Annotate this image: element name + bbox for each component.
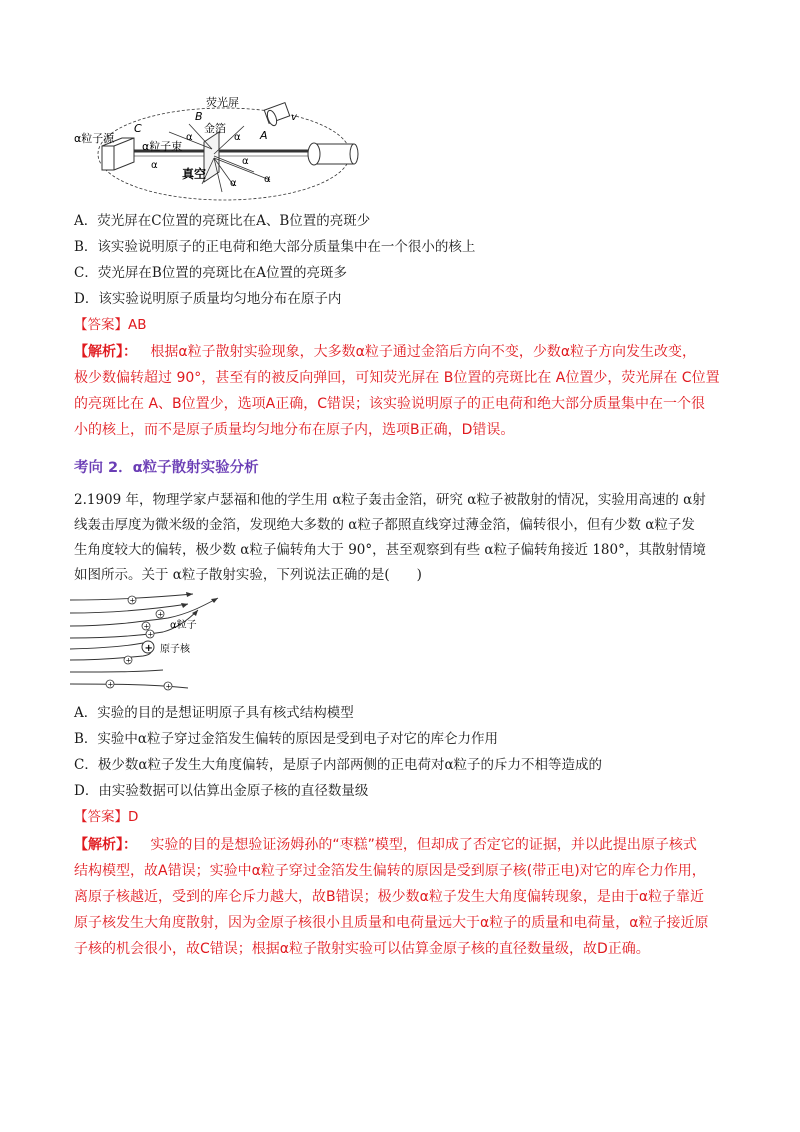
q1-explanation-tag: 【解析】：	[74, 344, 137, 360]
q2-stem-line-2: 线轰击厚度为微米级的金箔，发现绝大多数的 α粒子都照直线穿过薄金箔，偏转很小，但有少数 α粒子发	[74, 517, 695, 533]
label-source: α粒子源	[74, 132, 115, 145]
electron-plus-5: +	[107, 680, 114, 689]
electron-plus-1: +	[129, 596, 136, 605]
electron-plus-7: +	[143, 622, 150, 631]
label-a: A	[260, 129, 268, 142]
q2-stem-line-4: 如图所示。关于 α粒子散射实验，下列说法正确的是( )	[74, 567, 422, 583]
apparatus-diagram	[74, 94, 374, 204]
q1-option-a: A．荧光屏在C位置的亮斑比在A、B位置的亮斑少	[74, 213, 371, 229]
q2-option-c: C．极少数α粒子发生大角度偏转，是原子内部两侧的正电荷对α粒子的斥力不相等造成的	[74, 757, 603, 773]
q1-explanation-line-4: 小的核上，而不是原子质量均匀地分布在原子内，选项B正确，D错误。	[74, 422, 515, 438]
label-alpha-particle: α粒子	[170, 620, 197, 631]
q1-answer: 【答案】AB	[74, 317, 147, 333]
q1-explanation-line-1: 根据α粒子散射实验现象，大多数α粒子通过金箔后方向不变，少数α粒子方向发生改变，	[150, 344, 697, 360]
alpha-mark-6: α	[230, 178, 237, 189]
nucleus-plus: +	[144, 643, 153, 654]
alpha-mark-5: α	[264, 174, 271, 185]
q2-explanation-line-5: 子核的机会很小，故C错误；根据α粒子散射实验可以估算金原子核的直径数量级，故D正确。	[74, 941, 650, 957]
electron-plus-4: +	[125, 656, 132, 665]
alpha-mark-4: α	[242, 156, 249, 167]
label-vacuum: 真空	[182, 167, 207, 181]
scattering-diagram	[68, 588, 228, 698]
label-foil: 金箔	[204, 122, 226, 135]
label-screen: 荧光屏	[206, 96, 239, 109]
q2-explanation	[74, 832, 734, 962]
q2-explanation-line-2: 结构模型，故A错误；实验中α粒子穿过金箔发生偏转的原因是受到原子核(带正电)对它的库仑力作用，	[74, 863, 706, 879]
label-b: B	[195, 110, 203, 123]
q2-stem-line-1: 2.1909 年，物理学家卢瑟福和他的学生用 α粒子轰击金箔，研究 α粒子被散射的情况，实验用高速的 α射	[74, 492, 706, 508]
q2-option-a: A．实验的目的是想证明原子具有核式结构模型	[74, 705, 354, 721]
electron-plus-3: +	[147, 630, 154, 639]
alpha-mark-1: α	[186, 132, 193, 143]
alpha-mark-2: α	[234, 132, 241, 143]
q2-option-b: B．实验中α粒子穿过金箔发生偏转的原因是受到电子对它的库仑力作用	[74, 731, 499, 747]
q2-explanation-tag: 【解析】：	[74, 837, 137, 853]
section-heading: 考向 2．α粒子散射实验分析	[74, 460, 259, 476]
q2-answer: 【答案】D	[74, 809, 139, 825]
q2-explanation-line-3: 离原子核越近，受到的库仑斥力越大，故B错误；极少数α粒子发生大角度偏转现象，是由于α粒子靠近	[74, 889, 705, 905]
q2-explanation-line-1: 实验的目的是想验证汤姆孙的“枣糕”模型，但却成了否定它的证据，并以此提出原子核式	[150, 837, 697, 853]
q1-option-d: D．该实验说明原子质量均匀地分布在原子内	[74, 291, 342, 307]
q1-explanation-line-3: 的亮斑比在 A、B位置少，选项A正确，C错误；该实验说明原子的正电荷和绝大部分质量集中在一个很	[74, 396, 705, 412]
label-nucleus: 原子核	[160, 644, 190, 655]
q1-explanation-line-2: 极少数偏转超过 90°，甚至有的被反向弹回，可知荧光屏在 B位置的亮斑比在 A位置少，荧光屏在 C位置	[74, 370, 720, 386]
q1-option-b: B．该实验说明原子的正电荷和绝大部分质量集中在一个很小的核上	[74, 239, 476, 255]
electron-plus-2: +	[157, 610, 164, 619]
alpha-mark-3: α	[151, 160, 158, 171]
q2-stem-line-3: 生角度较大的偏转，极少数 α粒子偏转角大于 90°，甚至观察到有些 α粒子偏转角接近 180°，其散射情境	[74, 542, 706, 558]
q1-option-c: C．荧光屏在B位置的亮斑比在A位置的亮斑多	[74, 265, 347, 281]
q2-stem	[74, 488, 734, 588]
q2-option-d: D．由实验数据可以估算出金原子核的直径数量级	[74, 783, 369, 799]
q2-explanation-line-4: 原子核发生大角度散射，因为金原子核很小且质量和电荷量远大于α粒子的质量和电荷量，α粒子接近原	[74, 915, 709, 931]
q1-explanation	[74, 339, 734, 443]
electron-plus-6: +	[165, 682, 172, 691]
label-c: C	[134, 122, 142, 135]
label-beam: α粒子束	[142, 140, 183, 153]
label-v: v	[291, 112, 297, 123]
